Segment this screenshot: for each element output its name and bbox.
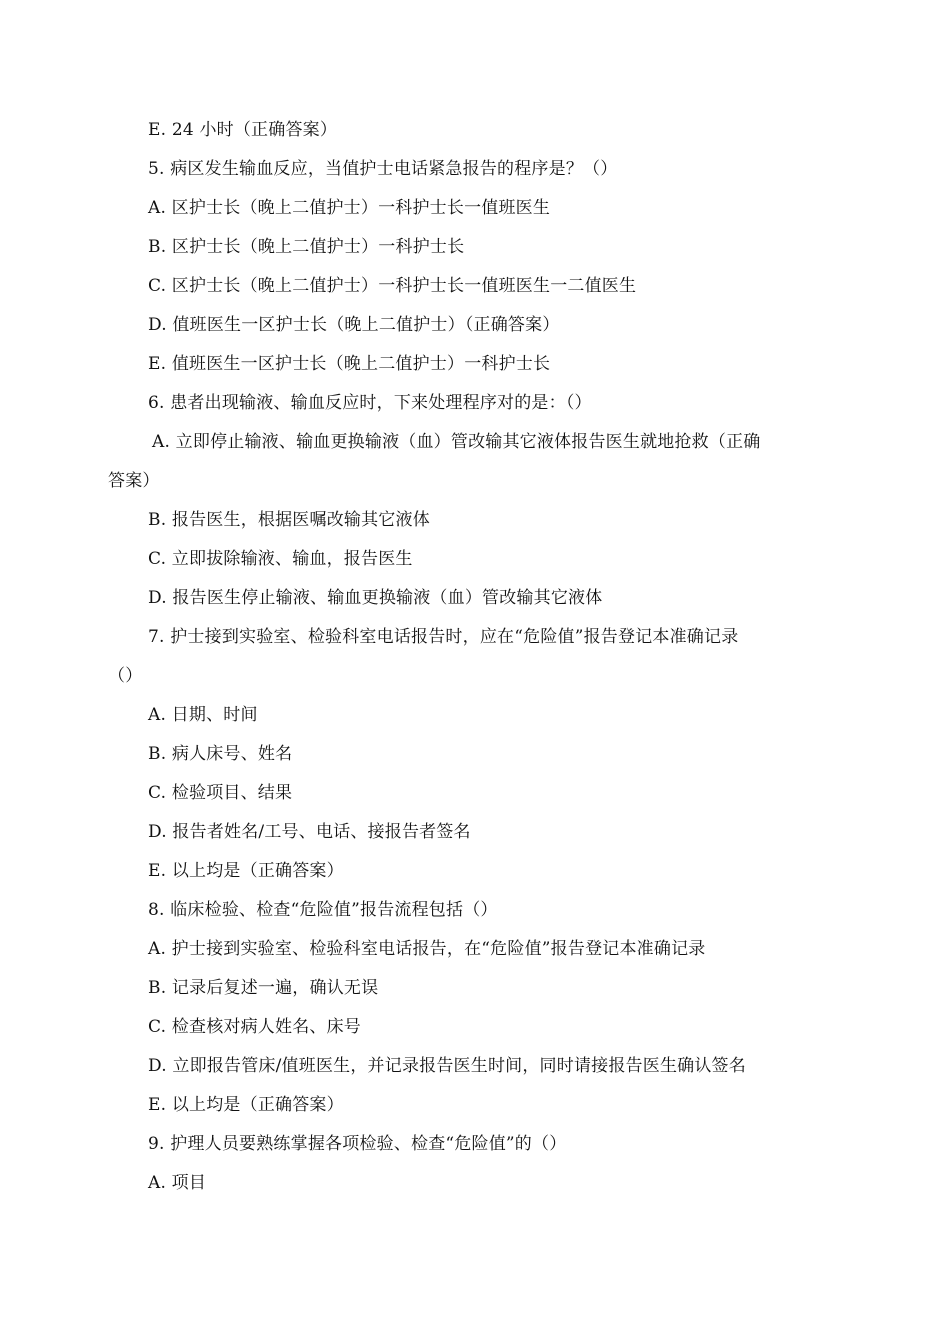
option-5c: C. 区护士长（晚上二值护士）一科护士长一值班医生一二值医生: [148, 276, 637, 296]
option-8a: A. 护士接到实验室、检验科室电话报告，在“危险值”报告登记本准确记录: [148, 939, 706, 959]
option-5a: A. 区护士长（晚上二值护士）一科护士长一值班医生: [148, 198, 551, 218]
option-8e: E. 以上均是（正确答案）: [148, 1095, 344, 1115]
option-6c: C. 立即拔除输液、输血，报告医生: [148, 549, 413, 569]
option-8c: C. 检查核对病人姓名、床号: [148, 1017, 362, 1037]
question-7-continued: （）: [108, 666, 143, 686]
option-6b: B. 报告医生，根据医嘱改输其它液体: [148, 510, 430, 530]
option-7c: C. 检验项目、结果: [148, 783, 293, 803]
option-5d: D. 值班医生一区护士长（晚上二值护士）（正确答案）: [148, 315, 560, 335]
option-6a: A. 立即停止输液、输血更换输液（血）管改输其它液体报告医生就地抢救（正确: [152, 432, 761, 452]
option-9a: A. 项目: [148, 1173, 207, 1193]
question-6: 6. 患者出现输液、输血反应时，下来处理程序对的是：（）: [148, 393, 592, 413]
option-7a: A. 日期、时间: [148, 705, 258, 725]
option-7b: B. 病人床号、姓名: [148, 744, 293, 764]
option-8b: B. 记录后复述一遍，确认无误: [148, 978, 379, 998]
question-9: 9. 护理人员要熟练掌握各项检验、检查“危险值”的（）: [148, 1134, 567, 1154]
option-6d: D. 报告医生停止输液、输血更换输液（血）管改输其它液体: [148, 588, 603, 608]
option-6a-continued: 答案）: [108, 471, 160, 491]
option-4e: E. 24 小时（正确答案）: [148, 120, 338, 140]
question-7: 7. 护士接到实验室、检验科室电话报告时，应在“危险值”报告登记本准确记录: [148, 627, 739, 647]
option-7d: D. 报告者姓名/工号、电话、接报告者签名: [148, 822, 471, 842]
option-7e: E. 以上均是（正确答案）: [148, 861, 344, 881]
question-5: 5. 病区发生输血反应，当值护士电话紧急报告的程序是？（）: [148, 159, 618, 179]
option-5b: B. 区护士长（晚上二值护士）一科护士长: [148, 237, 465, 257]
question-8: 8. 临床检验、检查“危险值”报告流程包括（）: [148, 900, 498, 920]
option-8d: D. 立即报告管床/值班医生，并记录报告医生时间，同时请接报告医生确认签名: [148, 1056, 746, 1076]
option-5e: E. 值班医生一区护士长（晚上二值护士）一科护士长: [148, 354, 551, 374]
